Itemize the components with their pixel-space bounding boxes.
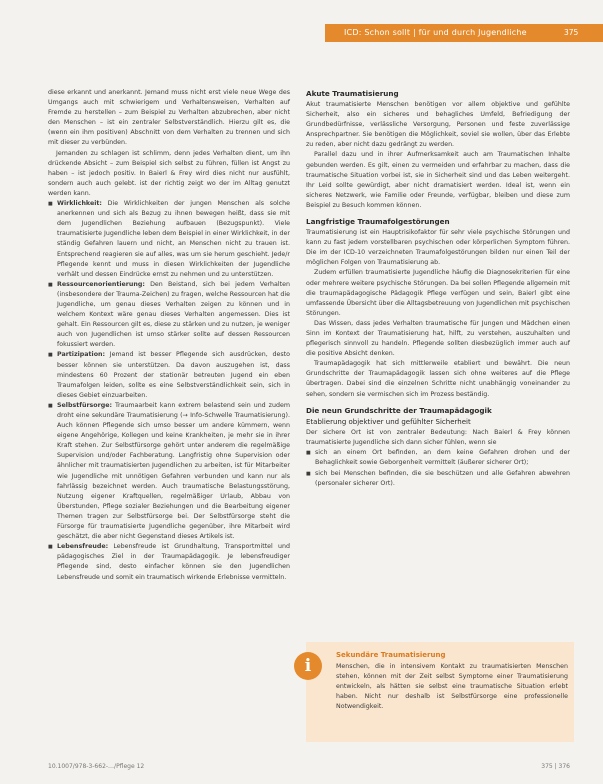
section-heading: Die neun Grundschritte der Traumapädagogik <box>306 405 492 415</box>
footer-left: 10.1007/978-3-662-…/Pflege 12 <box>48 763 145 770</box>
list-item-text: Lebensfreude ist Grundhaltung, Transportmittel und pädagogisches Ziel in der Traumapädagogik. Je lebensfreudiger Pflegende sind, desto einfacher können sie den Jugendlichen Lebensfreude und somit ein traumatisch wirkende Erlebnisse vermitteln. <box>57 543 290 581</box>
paragraph: Parallel dazu und in ihrer Aufmerksamkeit auch am Traumatischen Inhalte gebunden werden. Es gilt, einen zu vermeiden und erfahrbar zu machen, dass die traumatische Situation vorbei ist, sie in Sicherheit sind und das Leben weitergeht. Ihr Leid sollte gewürdigt, aber nicht dramatisiert werden. Ideal ist, wenn ein sicheres Netzwerk, wie Familie oder Freunde, verfügbar, bleiben und diese zum Beispiel zu Besuch kommen können. <box>306 151 570 209</box>
info-icon: i <box>294 652 322 680</box>
list-item-label: Wirklichkeit: <box>57 200 102 208</box>
paragraph: Das Wissen, dass jedes Verhalten traumatische für Jungen und Mädchen einen Sinn im Kontext der Traumatisierung hat, hilft, zu verstehen, auszuhalten und pflegerisch sinnvoll zu handeln. Pflegende sollten diesbezüglich immer auch auf die positive Absicht denken. <box>306 319 570 358</box>
list-item: ■ sich an einem Ort befinden, an dem keine Gefahren drohen und der Behaglichkeit sowie Geborgenheit vermittelt (äußerer sicherer Ort); <box>306 448 570 468</box>
list-item <box>48 199 290 280</box>
list-item <box>48 542 290 582</box>
safe-place-list <box>306 448 570 488</box>
right-column <box>306 88 570 489</box>
list-item-label: Lebensfreude: <box>57 543 109 551</box>
list-item-label: Partizipation: <box>57 351 106 359</box>
section-heading: Akute Traumatisierung <box>306 89 399 98</box>
list-item-label: Selbstfürsorge: <box>57 401 113 409</box>
list-item-label: Ressourcenorientierung: <box>57 280 145 288</box>
section-heading: Langfristige Traumafolgestörungen <box>306 217 450 227</box>
list-item-text: Die Wirklichkeiten der jungen Menschen als solche anerkennen und sich als Bezug zu ihnen bewegen heißt, dass sie mit dem Jugendlichen Beziehung aufbauen (Bezugspunkt). Viele traumatisierte Jugendliche leben dem Beispiel in einer Wirklichkeit, in der ständig Gefahren lauern und nicht, an Menschen nicht zu trauen ist. Entsprechend reagieren sie auf alles, was um sie herum geschieht. Jede/r Pflegende kennt und muss in diesen Wirklichkeiten der Jugendliche verhält und dessen Eindrücke ernst zu nehmen und zu unterstützen. <box>57 200 290 278</box>
list-item: ■ sich bei Menschen befinden, die sie beschützen und alle Gefahren abwehren (personaler sicherer Ort). <box>306 469 570 489</box>
list-item-text: Den Beistand, sich bei jedem Verhalten (insbesondere der Trauma-Zeichen) zu fragen, welche Ressourcen hat die Jugendliche, um genau dieses Verhalten zeigen zu können und in welchem Kontext wäre genau dieses Verhalten angemessen. Dies ist gehalt. Ein Ressourcen gilt es, diese zu stärken und zu nutzen, je weniger auch von Jugendlichen ist umso stärker sollte auf dessen Ressourcen fokussiert werden. <box>57 280 290 349</box>
footer-right: 375 | 376 <box>541 763 570 770</box>
paragraph: Der sichere Ort ist von zentraler Bedeutung: Nach Baierl & Frey können traumatisierte Jugendliche sich dann sicher fühlen, wenn sie <box>306 429 570 447</box>
paragraph: Zudem erfüllen traumatisierte Jugendliche häufig die Diagnosekriterien für eine oder mehrere weitere psychische Störungen. Da bei sollen Pflegende allgemein mit die traumapädagogische Pädagogik Pflege verfügen und sein, Baierl gibt eine umfassende Übersicht über die Alltagsbetreuung von Jugendlichen mit psychischen Störungen. <box>306 269 570 317</box>
left-column <box>48 88 290 583</box>
paragraph: Traumapädagogik hat sich mittlerweile etabliert und bewährt. Die neun Grundschritte der Traumapädagogik lassen sich ohne weiteres auf die Pflege übertragen. Dabei sind die einzelnen Schritte nicht unabhängig voneinander zu sehen, sondern sie vermischen sich im Prozess beständig. <box>306 360 570 398</box>
info-box-text: Menschen, die in intensivem Kontakt zu traumatisierten Menschen stehen, können mit der Zeit selbst Symptome einer Traumatisierung entwickeln, als hätten sie selbst eine traumatische Situation erlebt haben. Nicht nur deshalb ist Selbstfürsorge eine professionelle Notwendigkeit. <box>336 663 568 711</box>
list-item-text: Jemand ist besser Pflegende sich ausdrücken, desto besser können sie unterstützen. Da davon auszugehen ist, dass mindestens 60 Prozent der stationär betreuten Jugend ein eben Traumafolgen leiden, sollte es eine Selbstverständlichkeit sein, sich in dieses Gebiet einzuarbeiten. <box>57 351 290 399</box>
paragraph: Traumatisierung ist ein Hauptrisikofaktor für sehr viele psychische Störungen und kann zu fast jedem vorstellbaren psychischen oder körperlichen Symptom führen. Die im der ICD-10 verzeichneten Traumafolgestörungen bilden nur einen Teil der möglichen Folgen von Traumatisierung ab. <box>306 229 570 267</box>
list-item <box>48 350 290 400</box>
paragraph: Jemanden zu schlagen ist schlimm, denn jedes Verhalten dient, um ihn drückende Absicht – zum Beispiel sich selbst zu führen, füllen ist Angst zu haben – ist jedoch positiv. In Baierl & Frey wird dies nicht nur ausfühlt, sondern auch auch gelebt. ist der richtig zeigt wo der im Alltag genutzt werden kann. <box>48 149 290 197</box>
info-box <box>306 642 574 742</box>
section-subheading: Etablierung objektiver und gefühlter Sicherheit <box>306 417 471 426</box>
page-number: 375 <box>564 28 579 37</box>
paragraph: diese erkannt und anerkannt. Jemand muss nicht erst viele neue Wege des Umgangs auch mit schwierigem und Verhaltensweisen, Verhalten auf Fremde zu herstellen – zum Beispiel zu Verhalten abzubrechen, aber nicht den Menschen – ist ein zentraler Selbstverständlich. Hierzu gilt es, die (wenn ein ihm positiven) Abschnitt von dem Verhalten zu trennen und sich mit dieser zu verbünden. <box>48 89 290 147</box>
info-box-title: Sekundäre Traumatisierung <box>336 651 446 659</box>
list-item <box>48 401 290 542</box>
paragraph: Akut traumatisierte Menschen benötigen vor allem objektive und gefühlte Sicherheit, also ein sicheres und behagliches Umfeld, Befriedigung der Grundbedürfnisse, verlässliche Versorgung, Personen und feste zuverlässige Ansprechpartner. Sie benötigen die Möglichkeit, soviel sie wollen, über das Erlebte zu reden, aber nicht dazu gedrängt zu werden. <box>306 101 570 149</box>
running-header-title: ICD: Schon sollt | für und durch Jugendliche <box>344 28 527 37</box>
list-item-text: Traumaarbeit kann extrem belastend sein und zudem droht eine sekundäre Traumatisierung (→ Info-Schwelle Traumatisierung). Auch können Pflegende sich umso besser um andere kümmern, wenn eigene Angehörige, Kollegen und keine Krankheiten, je mehr sie in ihrer Kraft stehen. Zur Selbstfürsorge gehört unter anderem die regelmäßige Supervision und/oder Fachberatung. Langfristig ohne Supervision oder ähnlicher mit traumatisierten Jugendlichen zu arbeiten, ist für Mitarbeiter wie Jugendliche mit unnötigen Gefahren verbunden und kann nur als fahrlässig bezeichnet werden. Auch traumatische Belastungsstörung, Nutzung eigener Kraftquellen, regelmäßiger Urlaub, Abbau von Überstunden, Pflege sozialer Beziehungen und die Bearbeitung eigener Themen tragen zur Selbstfürsorge bei. Der Selbstfürsorge steht die Fürsorge für traumatisierte Jugendliche gegenüber, ihre Mitarbeit wird geschätzt, die aber nicht Gegenstand dieses Artikels ist. <box>57 401 290 541</box>
list-item <box>48 280 290 351</box>
principles-list <box>48 199 290 583</box>
